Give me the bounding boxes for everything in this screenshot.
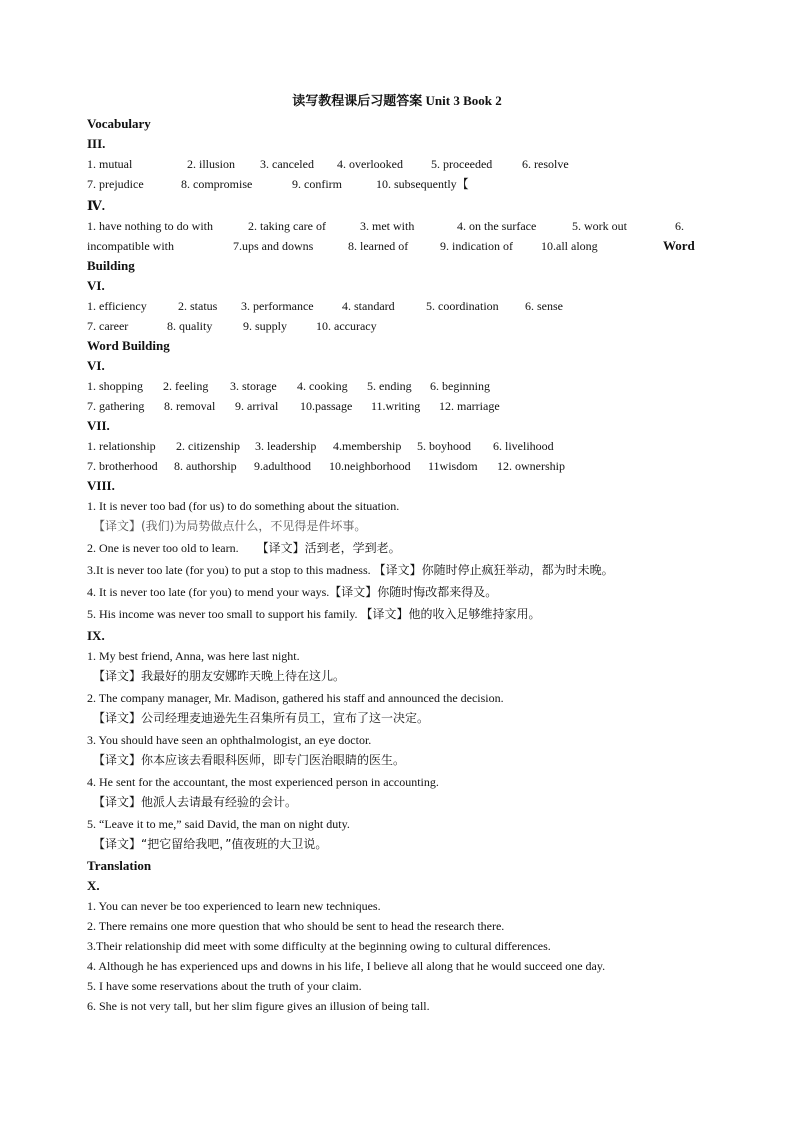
sentence-text: 2. One is never too old to learn. (87, 541, 239, 555)
translation-line (87, 834, 707, 856)
answer-item: 3. canceled (260, 157, 314, 171)
answer-item: 7. brotherhood (87, 459, 158, 473)
sentence-line: 1. You can never be too experienced to learn new techniques. (87, 899, 381, 913)
answer-item: 12. marriage (439, 399, 500, 413)
sentence-line: 4. Although he has experienced ups and downs in his life, I believe all along that he would succeed one day. (87, 959, 606, 973)
answer-item: 2. status (178, 299, 218, 313)
exercise-label-vi: VI. (87, 278, 105, 293)
answer-row (87, 396, 707, 416)
exercise-label-iv: Ⅳ. (87, 198, 106, 213)
section-heading-vocabulary: Vocabulary (87, 116, 151, 131)
answer-row (87, 456, 707, 476)
answer-item: 1. have nothing to do with (87, 219, 213, 233)
translation-line (87, 666, 707, 688)
page-title: 读写教程课后习题答案 Unit 3 Book 2 (292, 93, 502, 108)
answer-item: 2. feeling (163, 379, 209, 393)
answer-item: 9. indication of (440, 239, 513, 253)
answer-item: 2. citizenship (176, 439, 240, 453)
answer-item: 7. career (87, 319, 129, 333)
document-page (87, 92, 707, 1016)
sentence-line (87, 560, 707, 582)
answer-row (87, 236, 707, 256)
sentence-line: 5. “Leave it to me,” said David, the man on night duty. (87, 817, 350, 831)
answer-item: 4. standard (342, 299, 395, 313)
translation-line (87, 792, 707, 814)
sentence-line: 5. I have some reservations about the truth of your claim. (87, 979, 362, 993)
answer-item: 6. sense (525, 299, 563, 313)
exercise-label-x: X. (87, 878, 100, 893)
answer-item: 10.all along (541, 239, 598, 253)
sentence-line (87, 604, 707, 626)
answer-item: 6. resolve (522, 157, 569, 171)
translation-line (87, 708, 707, 730)
answer-item: 1. shopping (87, 379, 144, 393)
answer-item: 5. coordination (426, 299, 499, 313)
answer-row (87, 296, 707, 316)
answer-item: 6. beginning (430, 379, 490, 393)
sentence-text: 4. It is never too late (for you) to mend your ways. (87, 585, 330, 599)
answer-item: 11.writing (371, 399, 421, 413)
answer-item: 9.adulthood (254, 459, 311, 473)
answer-item: 3. met with (360, 219, 415, 233)
answer-item: 5. work out (572, 219, 627, 233)
translation-text: 【译文】“把它留给我吧，”值夜班的大卫说。 (93, 837, 328, 851)
answer-item: 7. gathering (87, 399, 145, 413)
section-heading-building-part: Building (87, 258, 135, 273)
sentence-line: 1. It is never too bad (for us) to do something about the situation. (87, 499, 400, 513)
answer-item: 4. overlooked (337, 157, 403, 171)
answer-item: 5. ending (367, 379, 412, 393)
answer-item: 10.neighborhood (329, 459, 411, 473)
translation-text: 【译文】(我们)为局势做点什么，不见得是件坏事。 (93, 519, 367, 533)
section-heading-word-part: Word (663, 238, 695, 253)
answer-item: 3. leadership (255, 439, 317, 453)
answer-item: 9. supply (243, 319, 288, 333)
answer-item: 1. efficiency (87, 299, 147, 313)
answer-item: 8. compromise (181, 177, 253, 191)
answer-item: 3. storage (230, 379, 277, 393)
answer-item: 8. authorship (174, 459, 237, 473)
translation-text: 【译文】你随时悔改都来得及。 (329, 585, 498, 599)
answer-item: 4. on the surface (457, 219, 537, 233)
exercise-label-ix: IX. (87, 628, 105, 643)
translation-text: 【译文】你随时停止疯狂举动，都为时未晚。 (373, 563, 614, 577)
translation-line (87, 750, 707, 772)
answer-item: 1. mutual (87, 157, 133, 171)
answer-item: 3. performance (241, 299, 314, 313)
sentence-line: 3. You should have seen an ophthalmologist, an eye doctor. (87, 733, 372, 747)
sentence-line: 2. The company manager, Mr. Madison, gathered his staff and announced the decision. (87, 691, 504, 705)
sentence-line: 6. She is not very tall, but her slim figure gives an illusion of being tall. (87, 999, 430, 1013)
translation-text: 【译文】活到老，学到老。 (256, 541, 401, 555)
answer-item: 10.passage (300, 399, 353, 413)
answer-row (87, 376, 707, 396)
answer-item: 8. removal (164, 399, 216, 413)
translation-text: 【译文】我最好的朋友安娜昨天晚上待在这儿。 (93, 669, 346, 683)
sentence-line: 3.Their relationship did meet with some difficulty at the beginning owing to cultural differences. (87, 939, 551, 953)
sentence-line (87, 538, 707, 560)
exercise-label-viii: VIII. (87, 478, 115, 493)
answer-item: 9. arrival (235, 399, 279, 413)
sentence-line: 4. He sent for the accountant, the most experienced person in accounting. (87, 775, 439, 789)
exercise-label-vii: VII. (87, 418, 110, 433)
answer-item: 1. relationship (87, 439, 156, 453)
translation-line (87, 516, 707, 538)
answer-item: 9. confirm (292, 177, 342, 191)
answer-item: 2. taking care of (248, 219, 326, 233)
answer-row (87, 316, 707, 336)
answer-item: 5. boyhood (417, 439, 471, 453)
exercise-label-vi-wb: VI. (87, 358, 105, 373)
answer-row (87, 436, 707, 456)
translation-text: 【译文】公司经理麦迪逊先生召集所有员工，宣布了这一决定。 (93, 711, 430, 725)
answer-item: 10. accuracy (316, 319, 377, 333)
translation-text: 【译文】他的收入足够维持家用。 (360, 607, 541, 621)
answer-item: incompatible with (87, 239, 174, 253)
sentence-text: 3.It is never too late (for you) to put a stop to this madness. (87, 563, 371, 577)
answer-item: 8. quality (167, 319, 213, 333)
sentence-line: 2. There remains one more question that who should be sent to head the research there. (87, 919, 505, 933)
sentence-line (87, 582, 707, 604)
exercise-label-iii: III. (87, 136, 106, 151)
answer-item: 12. ownership (497, 459, 565, 473)
answer-item: 7. prejudice (87, 177, 144, 191)
answer-item: 4. cooking (297, 379, 348, 393)
answer-row (87, 174, 707, 196)
section-heading-translation: Translation (87, 858, 152, 873)
answer-item: 5. proceeded (431, 157, 493, 171)
answer-item: 6. (675, 219, 684, 233)
sentence-line: 1. My best friend, Anna, was here last night. (87, 649, 300, 663)
answer-item: 11wisdom (428, 459, 478, 473)
answer-row (87, 154, 707, 174)
answer-item: 10. subsequently【 (376, 177, 469, 191)
sentence-text: 5. His income was never too small to support his family. (87, 607, 358, 621)
section-heading-word-building: Word Building (87, 338, 170, 353)
answer-item: 7.ups and downs (233, 239, 314, 253)
translation-text: 【译文】你本应该去看眼科医师，即专门医治眼睛的医生。 (93, 753, 406, 767)
answer-item: 4.membership (333, 439, 402, 453)
answer-item: 8. learned of (348, 239, 409, 253)
answer-item: 2. illusion (187, 157, 236, 171)
answer-item: 6. livelihood (493, 439, 554, 453)
answer-row (87, 216, 707, 236)
translation-text: 【译文】他派人去请最有经验的会计。 (93, 795, 298, 809)
